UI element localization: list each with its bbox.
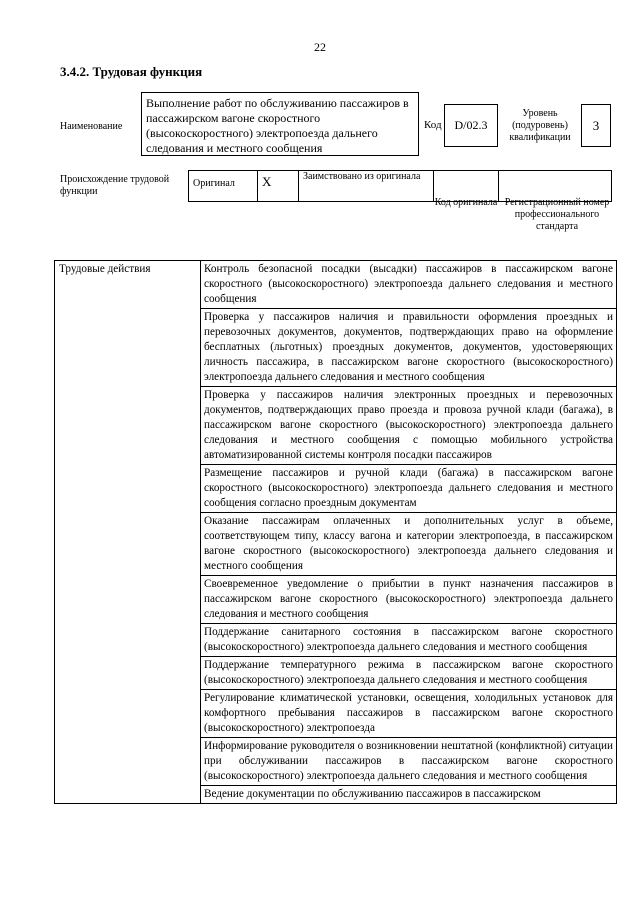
function-name-value: Выполнение работ по обслуживанию пассажиров в пассажирском вагоне скоростного (высокоскоростного) электропоезда дальнего следования и местного сообщения xyxy=(146,96,409,155)
labor-action-item: Размещение пассажиров и ручной клади (багажа) в пассажирском вагоне скоростного (высокоскоростного) электропоезда дальнего следования и местного сообщения согласно проездным документам xyxy=(201,465,617,513)
labor-action-item: Своевременное уведомление о прибытии в пункт назначения пассажиров в пассажирском вагоне скоростного (высокоскоростного) электропоезда дальнего следования и местного сообщения xyxy=(201,576,617,624)
labor-action-item: Поддержание санитарного состояния в пассажирском вагоне скоростного (высокоскоростного) электропоезда дальнего следования и местного сообщения xyxy=(201,624,617,657)
function-name-box xyxy=(141,92,419,156)
labor-actions-table xyxy=(54,260,617,804)
labor-action-item: Ведение документации по обслуживанию пассажиров в пассажирском xyxy=(201,786,617,804)
original-label: Оригинал xyxy=(189,171,258,202)
section-title: 3.4.2. Трудовая функция xyxy=(60,64,203,79)
labor-action-item: Проверка у пассажиров наличия и правильности оформления проездных и перевозочных документов, документов, подтверждающих право на оформление бесплатных (льготных) проездных документов, документов, удостоверяющих личность пассажира, в пассажирском вагоне скоростного (высокоскоростного) электропоезда дальнего следования и местного сообщения xyxy=(201,309,617,387)
labor-action-item: Поддержание температурного режима в пассажирском вагоне скоростного (высокоскоростного) электропоезда дальнего следования и местного сообщения xyxy=(201,657,617,690)
labor-action-item: Проверка у пассажиров наличия электронных проездных и перевозочных документов, подтверждающих право проезда и провоза ручной клади (багажа), в пассажирском вагоне скоростного (высокоскоростного) электропоезда дальнего следования и местного сообщения с помощью мобильного устройства автоматизированной системы контроля посадки пассажиров xyxy=(201,387,617,465)
labor-action-item: Регулирование климатической установки, освещения, холодильных установок для комфортного пребывания пассажиров в пассажирском вагоне скоростного (высокоскоростного) электропоезда xyxy=(201,690,617,738)
labor-action-item: Контроль безопасной посадки (высадки) пассажиров в пассажирском вагоне скоростного (высокоскоростного) электропоезда дальнего следования и местного сообщения xyxy=(201,261,617,309)
origin-label: Происхождение трудовой функции xyxy=(60,174,170,197)
labor-action-item: Оказание пассажирам оплаченных и дополнительных услуг в объеме, соответствующем типу, классу вагона и категории электропоезда, в пассажирском вагоне скоростного (высокоскоростного) электропоезда дальнего следования и местного сообщения xyxy=(201,513,617,576)
original-mark: X xyxy=(258,171,299,202)
registration-caption: Регистрационный номер профессионального стандарта xyxy=(504,197,610,232)
borrowed-label: Заимствовано из оригинала xyxy=(299,171,434,202)
labor-action-item: Информирование руководителя о возникновении нештатной (конфликтной) ситуации при обслуживании пассажиров в пассажирском вагоне скоростного (высокоскоростного) электропоезда дальнего следования и местного сообщения xyxy=(201,738,617,786)
code-label: Код xyxy=(424,119,442,131)
labor-actions-heading: Трудовые действия xyxy=(55,261,201,804)
code-value: D/02.3 xyxy=(444,104,498,147)
level-value: 3 xyxy=(581,104,611,147)
page-number: 22 xyxy=(314,40,326,54)
code-caption: Код оригинала xyxy=(434,197,498,208)
name-label: Наименование xyxy=(60,121,123,132)
level-label: Уровень (подуровень) квалификации xyxy=(509,108,571,143)
